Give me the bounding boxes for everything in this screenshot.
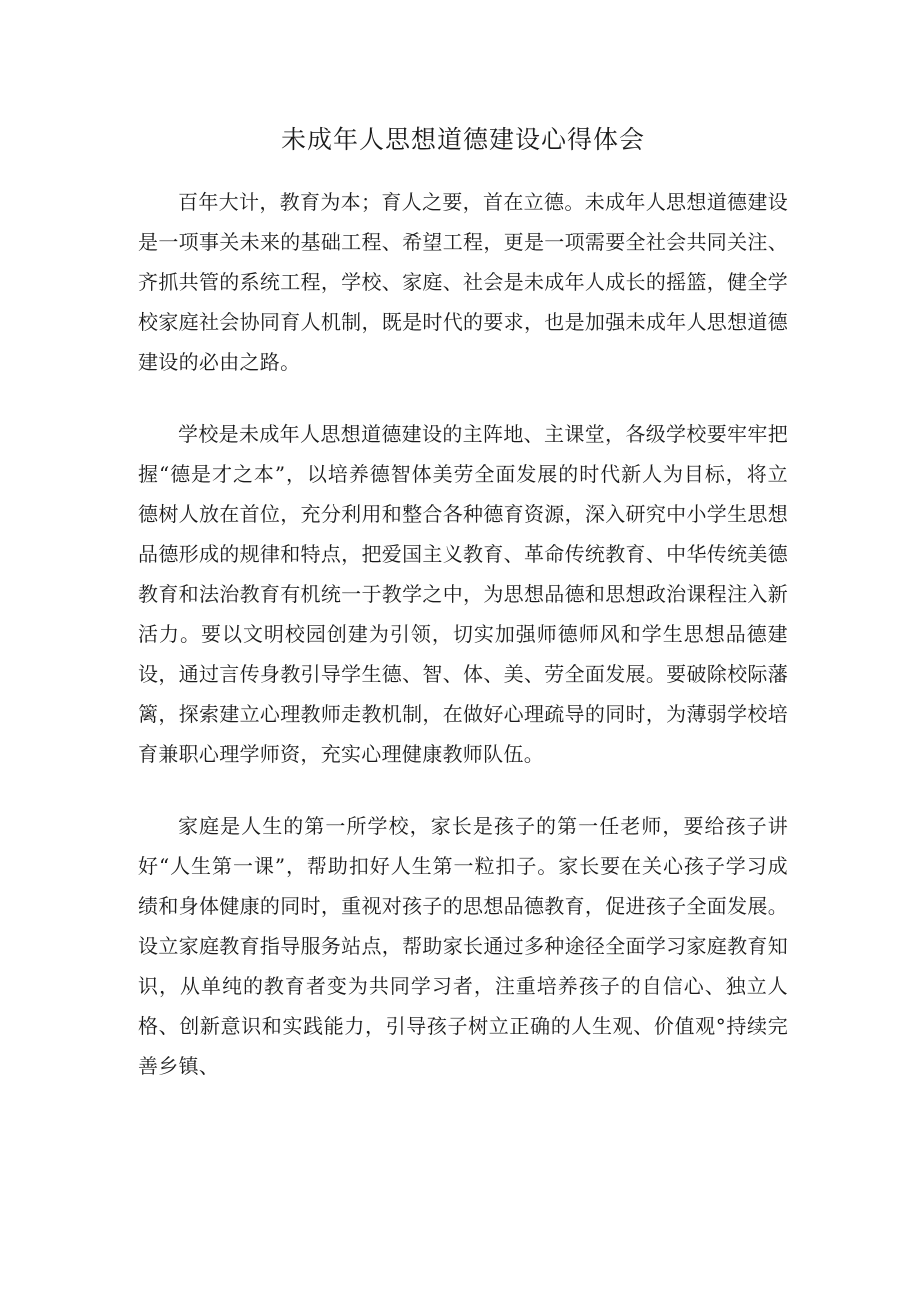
document-page	[138, 120, 788, 1118]
paragraph-2: 学校是未成年人思想道德建设的主阵地、主课堂，各级学校要牢牢把握“德是才之本”，以培养德智体美劳全面发展的时代新人为目标，将立德树人放在首位，充分利用和整合各种德育资源，深入研究中小学生思想品德形成的规律和特点，把爱国主义教育、革命传统教育、中华传统美德教育和法治教育有机统一于教学之中，为思想品德和思想政治课程注入新活力。要以文明校园创建为引领，切实加强师德师风和学生思想品德建设，通过言传身教引导学生德、智、体、美、劳全面发展。要破除校际藩篱，探索建立心理教师走教机制，在做好心理疏导的同时，为薄弱学校培育兼职心理学师资，充实心理健康教师队伍。	[138, 422, 788, 766]
paragraph-1: 百年大计，教育为本；育人之要，首在立德。未成年人思想道德建设是一项事关未来的基础工程、希望工程，更是一项需要全社会共同关注、齐抓共管的系统工程，学校、家庭、社会是未成年人成长的摇篮，健全学校家庭社会协同育人机制，既是时代的要求，也是加强未成年人思想道德建设的必由之路。	[138, 190, 788, 374]
paragraph-3: 家庭是人生的第一所学校，家长是孩子的第一任老师，要给孩子讲好“人生第一课”，帮助扣好人生第一粒扣子。家长要在关心孩子学习成绩和身体健康的同时，重视对孩子的思想品德教育，促进孩子全面发展。设立家庭教育指导服务站点，帮助家长通过多种途径全面学习家庭教育知识，从单纯的教育者变为共同学习者，注重培养孩子的自信心、独立人格、创新意识和实践能力，引导孩子树立正确的人生观、价值观°持续完善乡镇、	[138, 814, 788, 1078]
document-title: 未成年人思想道德建设心得体会	[280, 125, 645, 154]
